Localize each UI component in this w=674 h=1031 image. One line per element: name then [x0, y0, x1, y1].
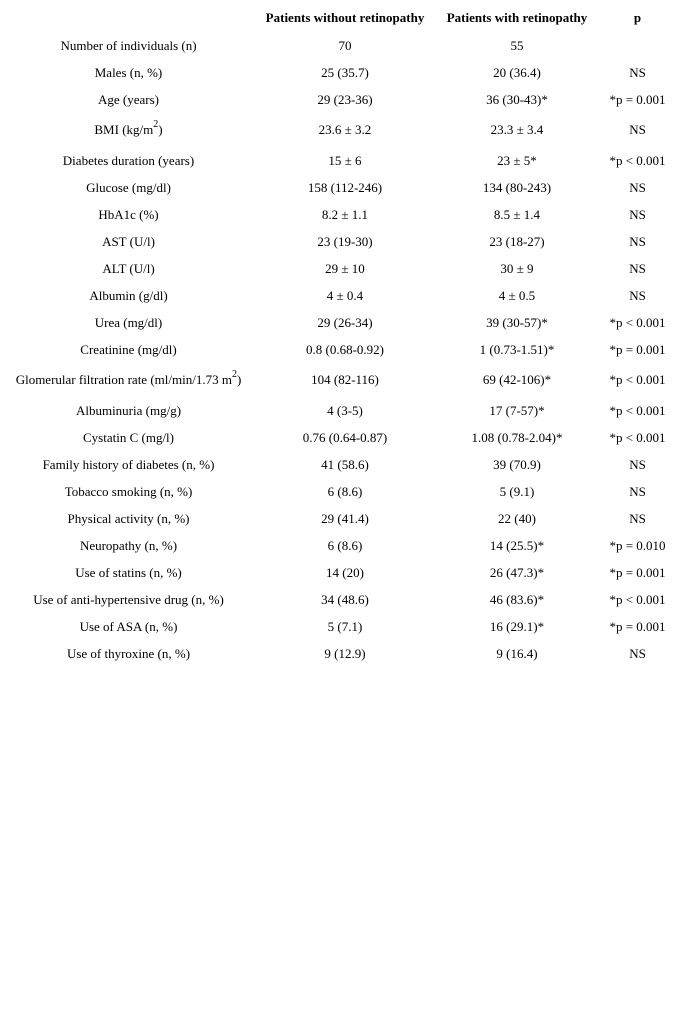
table-row — [0, 363, 674, 397]
row-label — [0, 424, 257, 451]
cell-with-retinopathy: 4 ± 0.5 — [498, 287, 536, 303]
cell-p-value: *p < 0.001 — [609, 429, 666, 445]
cell-with-retinopathy: 16 (29.1)* — [489, 618, 545, 634]
clinical-characteristics-table — [0, 4, 674, 667]
table-row — [0, 147, 674, 174]
cell-p-value: NS — [629, 122, 646, 137]
row-label-text: ALT (U/l) — [102, 260, 155, 276]
row-label-text: Number of individuals (n) — [60, 37, 197, 53]
cell-p-value: NS — [629, 233, 646, 249]
cell-without-retinopathy: 29 (23-36) — [317, 91, 373, 107]
table-row — [0, 282, 674, 309]
table-row — [0, 397, 674, 424]
row-label — [0, 147, 257, 174]
table-row — [0, 640, 674, 667]
cell-p-value — [601, 32, 674, 59]
row-label-text: BMI (kg/m — [94, 122, 154, 137]
cell-without-retinopathy: 0.76 (0.64-0.87) — [302, 429, 388, 445]
row-label-suffix: ) — [236, 372, 242, 387]
cell-with-retinopathy: 69 (42-106)* — [482, 372, 552, 387]
row-label — [0, 59, 257, 86]
row-label-suffix: ) — [158, 122, 163, 137]
cell-p-value: *p = 0.001 — [609, 618, 666, 634]
cell-without-retinopathy: 5 (7.1) — [327, 618, 363, 634]
cell-without-retinopathy: 25 (35.7) — [321, 64, 369, 80]
table-row — [0, 309, 674, 336]
table-row — [0, 336, 674, 363]
cell-with-retinopathy: 26 (47.3)* — [489, 564, 545, 580]
row-label — [0, 32, 257, 59]
table-row — [0, 59, 674, 86]
table-header — [0, 4, 674, 32]
cell-p-value: NS — [629, 483, 646, 499]
row-label-text: Physical activity (n, %) — [67, 510, 190, 526]
row-label-superscript: 2 — [153, 118, 159, 130]
cell-with-retinopathy: 23 ± 5* — [497, 152, 537, 168]
table-row — [0, 86, 674, 113]
row-label — [0, 201, 257, 228]
cell-with-retinopathy: 39 (70.9) — [493, 456, 541, 472]
table-row — [0, 113, 674, 147]
cell-p-value: *p = 0.001 — [609, 341, 666, 357]
row-label-text: Males (n, %) — [94, 64, 163, 80]
row-label — [0, 613, 257, 640]
table-row — [0, 532, 674, 559]
cell-p-value: *p < 0.001 — [609, 402, 666, 418]
cell-p-value: NS — [629, 64, 646, 80]
table-row — [0, 424, 674, 451]
cell-without-retinopathy: 9 (12.9) — [324, 645, 366, 661]
cell-without-retinopathy: 6 (8.6) — [327, 483, 363, 499]
row-label — [0, 532, 257, 559]
table-row — [0, 174, 674, 201]
table-row — [0, 32, 674, 59]
row-label — [0, 586, 257, 613]
cell-p-value: NS — [629, 645, 646, 661]
row-label-text: Cystatin C (mg/l) — [83, 429, 174, 445]
row-label-superscript: 2 — [231, 368, 237, 380]
cell-p-value: NS — [629, 510, 646, 526]
table-row — [0, 586, 674, 613]
row-label — [0, 559, 257, 586]
cell-without-retinopathy: 14 (20) — [326, 564, 364, 580]
row-label-text: Family history of diabetes (n, %) — [42, 456, 215, 472]
row-label — [0, 86, 257, 113]
cell-p-value: *p < 0.001 — [609, 152, 666, 168]
cell-without-retinopathy: 15 ± 6 — [328, 152, 362, 168]
cell-p-value: NS — [629, 260, 646, 276]
cell-without-retinopathy: 29 (26-34) — [317, 314, 373, 330]
row-label-text: Diabetes duration (years) — [62, 152, 195, 168]
table-body — [0, 32, 674, 667]
cell-without-retinopathy: 70 — [338, 37, 352, 53]
cell-without-retinopathy: 104 (82-116) — [311, 372, 379, 387]
row-label — [0, 640, 257, 667]
cell-with-retinopathy: 1 (0.73-1.51)* — [479, 341, 555, 357]
row-label-text: Urea (mg/dl) — [94, 314, 163, 330]
row-label — [0, 505, 257, 532]
cell-p-value: *p < 0.001 — [609, 314, 666, 330]
row-label — [0, 451, 257, 478]
cell-without-retinopathy: 4 ± 0.4 — [326, 287, 364, 303]
cell-without-retinopathy: 8.2 ± 1.1 — [321, 206, 369, 222]
cell-p-value: NS — [629, 206, 646, 222]
row-label — [0, 282, 257, 309]
cell-with-retinopathy: 1.08 (0.78-2.04)* — [471, 429, 563, 445]
row-label — [0, 228, 257, 255]
row-label — [0, 397, 257, 424]
cell-p-value: *p = 0.001 — [609, 91, 666, 107]
cell-without-retinopathy: 41 (58.6) — [321, 456, 369, 472]
table-row — [0, 201, 674, 228]
cell-p-value: *p = 0.001 — [609, 564, 666, 580]
header-row — [0, 4, 674, 32]
cell-with-retinopathy: 30 ± 9 — [500, 260, 534, 276]
row-label-text: AST (U/l) — [102, 233, 155, 249]
cell-with-retinopathy: 23.3 ± 3.4 — [490, 122, 544, 137]
row-label — [0, 363, 257, 397]
cell-without-retinopathy: 4 (3-5) — [327, 402, 363, 418]
row-label-text: Albuminuria (mg/g) — [75, 402, 182, 418]
cell-without-retinopathy: 29 (41.4) — [321, 510, 369, 526]
cell-without-retinopathy: 6 (8.6) — [327, 537, 363, 553]
header-without-retinopathy: Patients without retinopathy — [265, 10, 425, 25]
cell-with-retinopathy: 39 (30-57)* — [486, 314, 548, 330]
cell-with-retinopathy: 5 (9.1) — [499, 483, 535, 499]
row-label-text: Tobacco smoking (n, %) — [64, 483, 193, 499]
table-row — [0, 451, 674, 478]
cell-without-retinopathy: 0.8 (0.68-0.92) — [306, 341, 384, 357]
row-label-text: Neuropathy (n, %) — [79, 537, 178, 553]
cell-with-retinopathy: 22 (40) — [498, 510, 536, 526]
row-label — [0, 478, 257, 505]
cell-with-retinopathy: 14 (25.5)* — [489, 537, 545, 553]
cell-without-retinopathy: 29 ± 10 — [325, 260, 365, 276]
row-label — [0, 309, 257, 336]
row-label — [0, 174, 257, 201]
cell-without-retinopathy: 34 (48.6) — [321, 591, 369, 607]
row-label — [0, 336, 257, 363]
cell-with-retinopathy: 9 (16.4) — [496, 645, 538, 661]
header-with-retinopathy: Patients with retinopathy — [446, 10, 588, 25]
row-label-text: Glomerular filtration rate (ml/min/1.73 m — [15, 372, 232, 387]
cell-p-value: *p < 0.001 — [609, 591, 666, 607]
row-label-text: HbA1c (%) — [98, 206, 159, 222]
table-row — [0, 228, 674, 255]
cell-p-value: NS — [629, 287, 646, 303]
row-label — [0, 113, 257, 147]
cell-with-retinopathy: 20 (36.4) — [493, 64, 541, 80]
cell-without-retinopathy: 158 (112-246) — [307, 179, 383, 195]
cell-with-retinopathy: 46 (83.6)* — [489, 591, 545, 607]
row-label-text: Use of statins (n, %) — [75, 564, 182, 580]
table-row — [0, 505, 674, 532]
cell-without-retinopathy: 23 (19-30) — [317, 233, 373, 249]
table-row — [0, 255, 674, 282]
cell-with-retinopathy: 8.5 ± 1.4 — [493, 206, 541, 222]
row-label-text: Glucose (mg/dl) — [86, 179, 171, 195]
row-label-text: Creatinine (mg/dl) — [80, 341, 177, 357]
cell-with-retinopathy: 55 — [510, 37, 524, 53]
cell-p-value: *p < 0.001 — [609, 372, 666, 387]
table-row — [0, 478, 674, 505]
table-row — [0, 559, 674, 586]
cell-with-retinopathy: 36 (30-43)* — [486, 91, 548, 107]
cell-with-retinopathy: 23 (18-27) — [489, 233, 545, 249]
table-row — [0, 613, 674, 640]
row-label — [0, 255, 257, 282]
row-label-text: Age (years) — [98, 91, 159, 107]
cell-p-value: NS — [629, 456, 646, 472]
row-label-text: Use of anti-hypertensive drug (n, %) — [33, 591, 224, 607]
row-label-text: Albumin (g/dl) — [89, 287, 168, 303]
cell-p-value: *p = 0.010 — [609, 537, 666, 553]
header-variable — [0, 4, 257, 32]
cell-with-retinopathy: 17 (7-57)* — [489, 402, 545, 418]
cell-with-retinopathy: 134 (80-243) — [482, 179, 552, 195]
header-p-value: p — [633, 10, 642, 25]
cell-p-value: NS — [629, 179, 646, 195]
row-label-text: Use of ASA (n, %) — [79, 618, 178, 634]
row-label-text: Use of thyroxine (n, %) — [66, 645, 191, 661]
cell-without-retinopathy: 23.6 ± 3.2 — [318, 122, 372, 137]
